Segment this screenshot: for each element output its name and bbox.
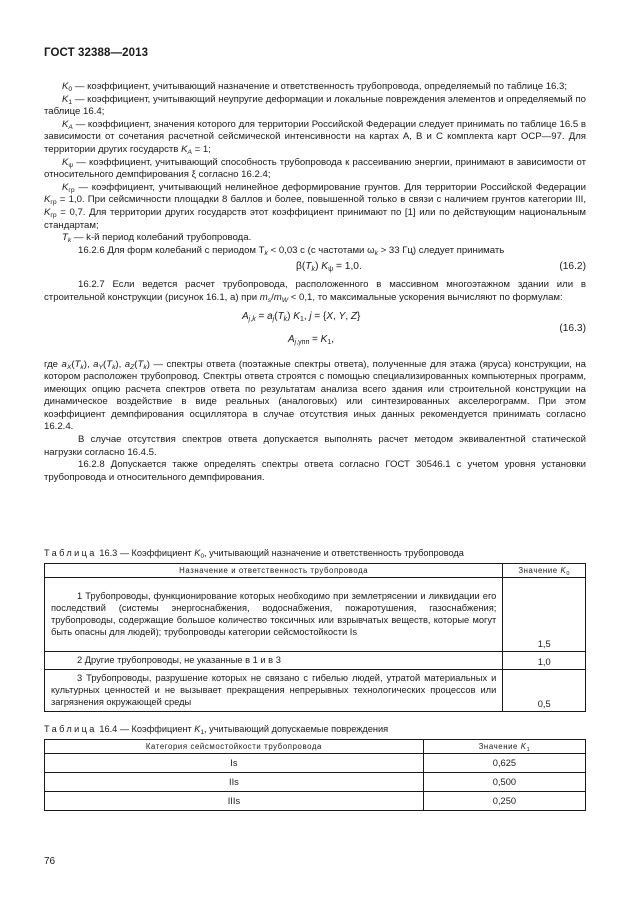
paragraph-16-2-8: 16.2.8 Допускается также определять спектры ответа согласно ГОСТ 30546.1 с учетом уровня установки трубопровода и относительного демпфирования. [44, 459, 586, 483]
table-cell-value: 1,5 [503, 578, 586, 652]
table-header-purpose: Назначение и ответственность трубопровода [45, 564, 503, 578]
table-cell-purpose: 2 Другие трубопроводы, не указанные в 1 и в 3 [45, 652, 503, 670]
paragraph-kpsi: $K_\psi$ — коэффициент, учитывающий способность трубопровода к рассеиванию энергии, принимают в зависимости от относительного демпфирования ξ согласно 16.2.4; [44, 156, 586, 181]
table-row [45, 773, 586, 792]
table-16-3-caption: Таблица 16.3 — Коэффициент $K_0$, учитывающий назначение и ответственность трубопровода [44, 548, 464, 560]
paragraph-tk: $T_k$ — k-й период колебаний трубопровода. [62, 232, 252, 245]
table-16-4 [44, 739, 586, 811]
table-cell-purpose: 1 Трубопроводы, функционирование которых необходимо при землетрясении и ликвидации его последствий (системы энергоснабжения, водоснабжения, пожаротушения, газоснабжения; трубопроводы, содержащие большое количество токсичных или взрывчатых веществ, которые могут быть опасны для людей); трубопроводы категории сейсмостойкости Is [45, 578, 503, 652]
table-row [45, 652, 586, 670]
table-header-value: Значение $K_0$ [503, 564, 586, 578]
table-cell-purpose: 3 Трубопроводы, разрушение которых не связано с гибелью людей, утратой материальных и культурных ценностей и не вызывает прекращения непрерывных технологических процессов или загрязнения окружающей среды [45, 670, 503, 712]
paragraph-k1: $K_1$ — коэффициент, учитывающий неупругие деформации и локальные повреждения элементов и определяемый по таблице 16.4; [44, 93, 586, 118]
table-cell-category: IIIs [45, 792, 424, 811]
paragraph-kgr: $K_{гр}$ — коэффициент, учитывающий нелинейное деформирование грунтов. Для территории Российской Федерации $K_{гр} = 1,0$. При сейсмичности площадки 8 баллов и более, повышенной только в связи с наличием грунтов категории III, $K_{гр} = 0,7$. Для территории других государств этот коэффициент принимают по [1] или по действующим национальным стандартам; [44, 181, 586, 231]
table-cell-category: Is [45, 754, 424, 773]
page-number: 76 [44, 856, 56, 867]
table-row [45, 670, 586, 712]
equation-16-2-number: (16.2) [559, 261, 586, 273]
equation-16-2 [44, 260, 586, 276]
equation-16-2-formula: $\beta(T_k) K_\psi = 1,0$. [296, 261, 362, 274]
table-header-category: Категория сейсмостойкости трубопровода [45, 740, 424, 754]
paragraph-absent-spectra: В случае отсутствия спектров ответа допускается выполнять расчет методом эквивалентной статической нагрузки согласно 16.4.5. [44, 434, 586, 458]
paragraph-16-2-7: 16.2.7 Если ведется расчет трубопровода, расположенного в массивном многоэтажном здании или в строительной конструкции (рисунок 16.1, а) при $m_s/m_W < 0,1$, то максимальные ускорения вычисляют по формулам: [44, 279, 586, 304]
equation-16-3-line1: $A_{j,k} = a_j(T_k)$ $K_1$, j = {X, Y, Z} [242, 310, 361, 323]
paragraph-16-2-6: 16.2.6 Для форм колебаний с периодом $T_k < 0,03$ с (с частотами $\omega_k > 33$ Гц) следует принимать [78, 244, 505, 257]
paragraph-k0: $K_0$ — коэффициент, учитывающий назначение и ответственность трубопровода, определяемый по таблице 16.3; [62, 81, 568, 93]
equation-16-3-number: (16.3) [559, 322, 586, 334]
paragraph-spectra: где $a_X(T_k)$, $a_Y(T_k)$, $a_Z(T_k)$ — спектры ответа (поэтажные спектры ответа), полученные для этажа (яруса) конструкции, на котором расположен трубопровод. Спектры ответа строятся с помощью специализированных компьютерных программ, имеющих опцию расчета спектров ответа по результатам анализа всего здания или строительной конструкции на динамическое воздействие в виде реальных (аналоговых) или синтезированных акселерограмм. При этом коэффициент демпфирования осциллятора в случае отсутствия иных данных рекомендуется принимать согласно 16.2.4. [44, 358, 587, 433]
table-cell-value: 0,5 [503, 670, 586, 712]
table-16-4-caption: Таблица 16.4 — Коэффициент $K_1$, учитывающий допускаемые повреждения [44, 724, 389, 736]
table-cell-value: 1,0 [503, 652, 586, 670]
table-cell-value: 0,500 [423, 773, 585, 792]
table-16-3 [44, 563, 586, 712]
table-row [45, 792, 586, 811]
paragraph-ka: $K_A$ — коэффициент, значения которого для территории Российской Федерации следует принимать по таблице 16.5 в зависимости от сочетания расчетной сейсмической интенсивности на картах А, В и С комплекта карт ОСР—97. Для территории других государств $K_A = 1$; [44, 118, 586, 156]
document-body [44, 81, 586, 484]
table-cell-category: IIs [45, 773, 424, 792]
table-row [45, 578, 586, 652]
table-cell-value: 0,250 [423, 792, 585, 811]
document-header: ГОСТ 32388—2013 [44, 47, 149, 59]
table-header-row [45, 564, 586, 578]
table-row [45, 754, 586, 773]
table-cell-value: 0,625 [423, 754, 585, 773]
table-header-value: Значение $K_1$ [423, 740, 585, 754]
equation-16-3-line2: $A_{j,упп} = K_1$, [288, 333, 335, 346]
equation-16-3 [44, 309, 586, 353]
table-header-row [45, 740, 586, 754]
